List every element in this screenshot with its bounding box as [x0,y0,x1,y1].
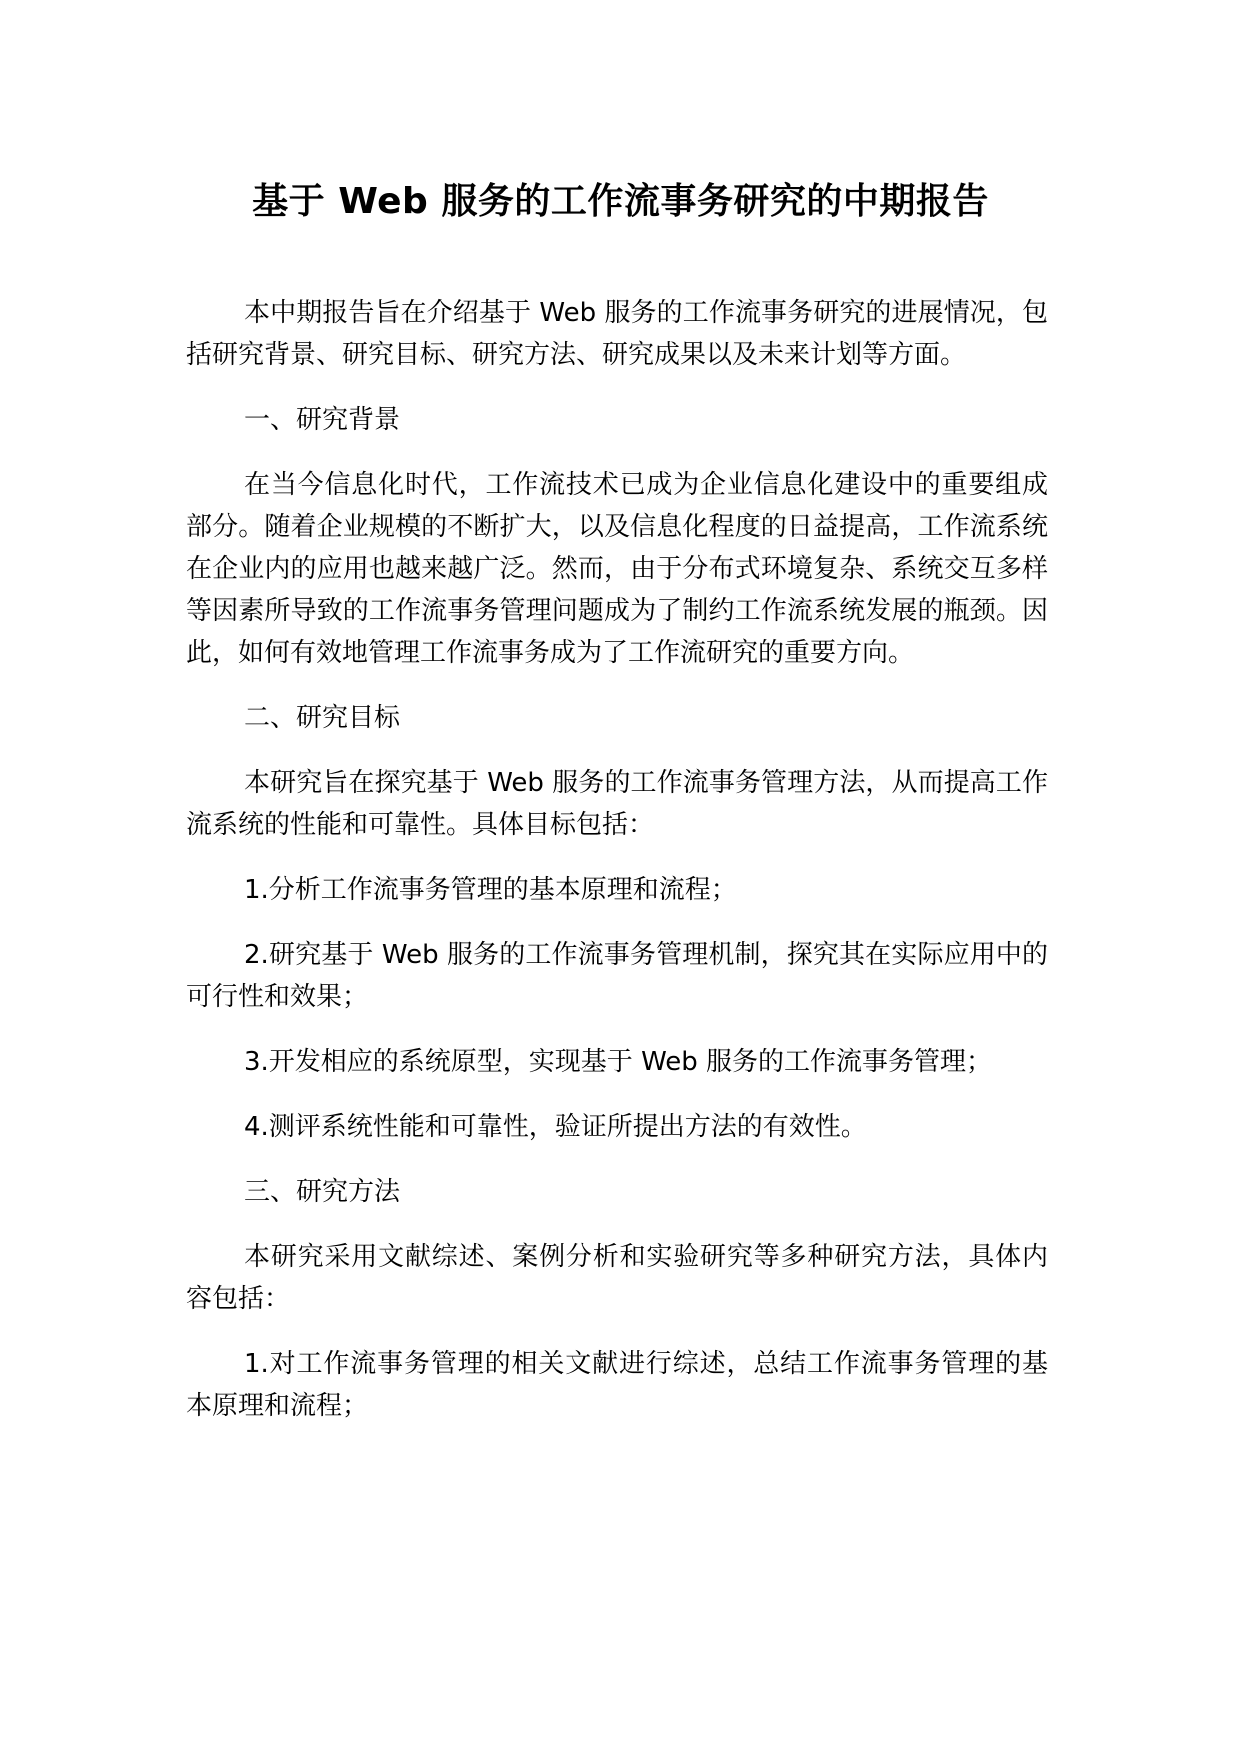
document-title: 基于 Web 服务的工作流事务研究的中期报告 [252,181,989,222]
section-heading-goals: 二、研究目标 [244,703,401,733]
method-item: 1.对工作流事务管理的相关文献进行综述，总结工作流事务管理的基本原理和流程； [186,1349,1048,1421]
intro-paragraph: 本中期报告旨在介绍基于 Web 服务的工作流事务研究的进展情况，包括研究背景、研究目标、研究方法、研究成果以及未来计划等方面。 [186,298,1048,370]
goal-item: 3.开发相应的系统原型，实现基于 Web 服务的工作流事务管理； [244,1047,993,1077]
goal-item: 4.测评系统性能和可靠性，验证所提出方法的有效性。 [244,1112,867,1142]
goal-item: 2.研究基于 Web 服务的工作流事务管理机制，探究其在实际应用中的可行性和效果； [186,940,1048,1012]
goals-paragraph: 本研究旨在探究基于 Web 服务的工作流事务管理方法，从而提高工作流系统的性能和可靠性。具体目标包括： [186,768,1048,840]
background-paragraph: 在当今信息化时代，工作流技术已成为企业信息化建设中的重要组成部分。随着企业规模的不断扩大，以及信息化程度的日益提高，工作流系统在企业内的应用也越来越广泛。然而，由于分布式环境复杂、系统交互多样等因素所导致的工作流事务管理问题成为了制约工作流系统发展的瓶颈。因此，如何有效地管理工作流事务成为了工作流研究的重要方向。 [186,470,1048,668]
section-heading-background: 一、研究背景 [244,405,401,435]
section-heading-methods: 三、研究方法 [244,1177,401,1207]
methods-paragraph: 本研究采用文献综述、案例分析和实验研究等多种研究方法，具体内容包括： [186,1242,1048,1314]
document-body [186,292,1048,1450]
goal-item: 1.分析工作流事务管理的基本原理和流程； [244,875,737,905]
